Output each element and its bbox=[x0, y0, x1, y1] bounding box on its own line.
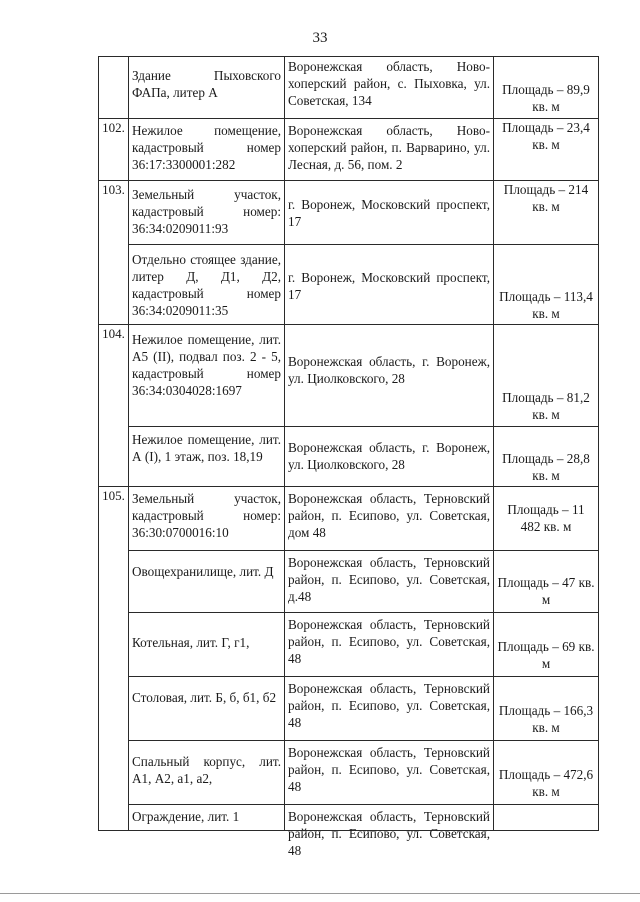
table-row bbox=[99, 551, 599, 613]
address-cell bbox=[285, 805, 494, 858]
area-cell: Площадь – 166,3 кв. м bbox=[494, 677, 599, 741]
object-cell: Столовая, лит. Б, б, б1, б2 bbox=[129, 677, 285, 741]
address-cell: г. Воронеж, Московский проспект, 17 bbox=[285, 181, 494, 245]
table-row bbox=[99, 57, 599, 119]
property-table bbox=[98, 56, 599, 858]
table-row bbox=[99, 181, 599, 245]
address-cell: Воронежская область, Терновский район, п. Есипово, ул. Советская, дом 48 bbox=[285, 487, 494, 551]
object-cell: Здание Пыховского ФАПа, литер А bbox=[129, 57, 285, 119]
row-number-cell bbox=[99, 57, 129, 119]
table-row bbox=[99, 427, 599, 487]
area-cell: Площадь – 69 кв. м bbox=[494, 613, 599, 677]
table-row bbox=[99, 325, 599, 427]
row-number-cell: 105. bbox=[99, 487, 129, 831]
object-cell: Спальный корпус, лит. А1, А2, а1, а2, bbox=[129, 741, 285, 805]
address-cell: Воронежская область, Новохоперский район, с. Пыховка, ул. Советская, 134 bbox=[285, 57, 494, 119]
object-cell: Нежилое помещение, кадастровый номер 36:17:3300001:282 bbox=[129, 119, 285, 181]
area-cell: Площадь – 23,4 кв. м bbox=[494, 119, 599, 181]
row-number-cell: 103. bbox=[99, 181, 129, 325]
table-row bbox=[99, 487, 599, 551]
address-cell: Воронежская область, Новохоперский район, п. Варварино, ул. Лесная, д. 56, пом. 2 bbox=[285, 119, 494, 181]
area-cell bbox=[494, 805, 599, 831]
area-cell: Площадь – 28,8 кв. м bbox=[494, 427, 599, 487]
table-row bbox=[99, 805, 599, 831]
page-number: 33 bbox=[312, 30, 328, 46]
address-cell: Воронежская область, г. Воронеж, ул. Циолковского, 28 bbox=[285, 325, 494, 427]
address-cell: Воронежская область, г. Воронеж, ул. Циолковского, 28 bbox=[285, 427, 494, 487]
table-row bbox=[99, 119, 599, 181]
object-cell: Овощехранилище, лит. Д bbox=[129, 551, 285, 613]
address-cell: Воронежская область, Терновский район, п. Есипово, ул. Советская, 48 bbox=[285, 677, 494, 741]
object-cell: Котельная, лит. Г, г1, bbox=[129, 613, 285, 677]
object-cell: Земельный участок, кадастровый номер: 36:34:0209011:93 bbox=[129, 181, 285, 245]
page-bottom-divider bbox=[0, 893, 640, 894]
area-cell: Площадь – 113,4 кв. м bbox=[494, 245, 599, 325]
address-cell: г. Воронеж, Московский проспект, 17 bbox=[285, 245, 494, 325]
object-cell: Отдельно стоящее здание, литер Д, Д1, Д2, кадастровый номер 36:34:0209011:35 bbox=[129, 245, 285, 325]
address-cell-text: Воронежская область, Терновский район, п. Есипово, ул. Советская, 48 bbox=[288, 809, 490, 858]
table-row bbox=[99, 741, 599, 805]
row-number-cell: 102. bbox=[99, 119, 129, 181]
address-cell: Воронежская область, Терновский район, п. Есипово, ул. Советская, 48 bbox=[285, 741, 494, 805]
area-cell: Площадь – 89,9 кв. м bbox=[494, 57, 599, 119]
address-cell: Воронежская область, Терновский район, п. Есипово, ул. Советская, 48 bbox=[285, 613, 494, 677]
object-cell: Земельный участок, кадастровый номер: 36:30:0700016:10 bbox=[129, 487, 285, 551]
object-cell: Нежилое помещение, лит. А5 (II), подвал поз. 2 - 5, кадастровый номер 36:34:0304028:1697 bbox=[129, 325, 285, 427]
area-cell: Площадь – 214 кв. м bbox=[494, 181, 599, 245]
area-cell: Площадь – 472,6 кв. м bbox=[494, 741, 599, 805]
object-cell: Ограждение, лит. 1 bbox=[129, 805, 285, 831]
address-cell: Воронежская область, Терновский район, п. Есипово, ул. Советская, д.48 bbox=[285, 551, 494, 613]
table-row bbox=[99, 245, 599, 325]
object-cell: Нежилое помещение, лит. А (I), 1 этаж, поз. 18,19 bbox=[129, 427, 285, 487]
row-number-cell: 104. bbox=[99, 325, 129, 487]
area-cell: Площадь – 11 482 кв. м bbox=[494, 487, 599, 551]
area-cell: Площадь – 81,2 кв. м bbox=[494, 325, 599, 427]
table-row bbox=[99, 677, 599, 741]
table-row bbox=[99, 613, 599, 677]
area-cell: Площадь – 47 кв. м bbox=[494, 551, 599, 613]
